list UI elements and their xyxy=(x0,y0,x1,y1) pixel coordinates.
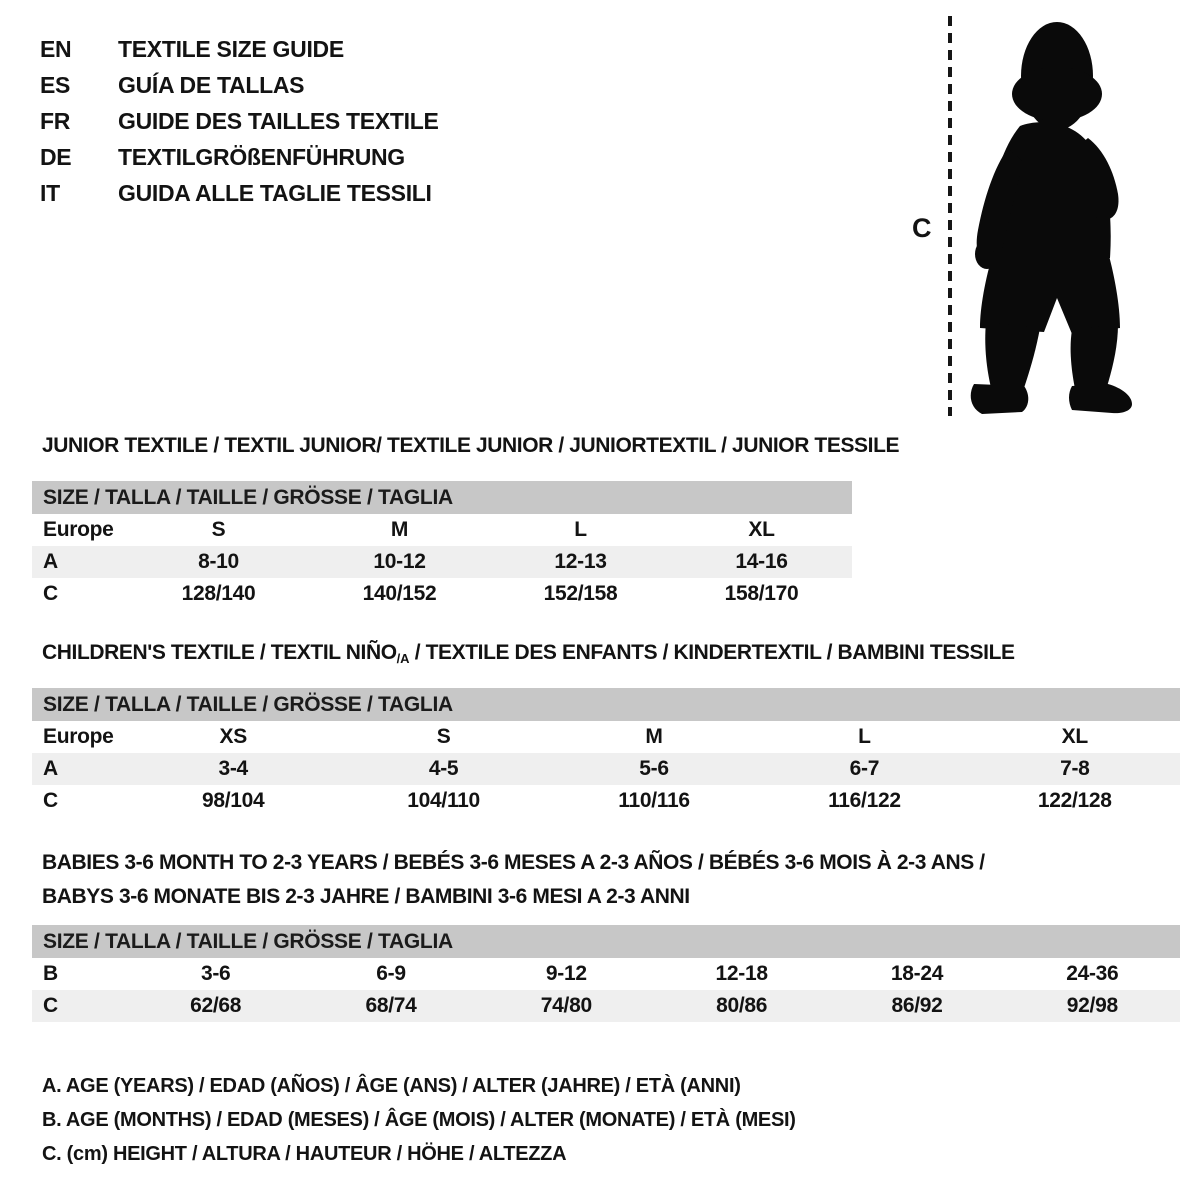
section-title-junior: JUNIOR TEXTILE / TEXTIL JUNIOR/ TEXTILE JUNIOR / JUNIORTEXTIL / JUNIOR TESSILE xyxy=(42,434,900,457)
lang-row-fr xyxy=(40,103,439,139)
table-row-europe xyxy=(32,721,1180,753)
table-cell: 110/116 xyxy=(618,789,690,812)
table-cell: 12-18 xyxy=(715,962,768,985)
measurement-legend xyxy=(42,1069,796,1171)
babies-size-table xyxy=(32,925,1180,1022)
junior-size-table xyxy=(32,481,852,610)
table-cell: 140/152 xyxy=(362,582,437,605)
table-cell: 158/170 xyxy=(724,582,799,605)
table-cell: 116/122 xyxy=(828,789,901,812)
lang-code: ES xyxy=(40,71,71,98)
row-label: A xyxy=(43,550,58,573)
table-cell: L xyxy=(574,518,587,541)
table-cell: 6-9 xyxy=(376,962,406,985)
table-cell: 5-6 xyxy=(639,757,669,780)
table-cell: 74/80 xyxy=(540,994,592,1017)
table-cell: 7-8 xyxy=(1060,757,1090,780)
height-measure-label: C xyxy=(912,213,932,243)
table-row-age xyxy=(32,753,1180,785)
table-cell: 68/74 xyxy=(365,994,417,1017)
lang-label: GUIDA ALLE TAGLIE TESSILI xyxy=(118,179,432,206)
size-table-header: SIZE / TALLA / TAILLE / GRÖSSE / TAGLIA xyxy=(32,688,1180,721)
children-size-table xyxy=(32,688,1180,817)
table-cell: 104/110 xyxy=(407,789,480,812)
table-cell: 12-13 xyxy=(554,550,607,573)
toddler-silhouette xyxy=(960,18,1140,420)
language-title-list xyxy=(40,31,439,211)
table-cell: 3-6 xyxy=(200,962,231,985)
table-cell: 98/104 xyxy=(201,789,265,812)
lang-label: TEXTILGRÖßENFÜHRUNG xyxy=(118,143,405,170)
lang-row-es xyxy=(40,67,439,103)
table-cell: 152/158 xyxy=(543,582,618,605)
row-label: Europe xyxy=(43,518,114,541)
children-title-main: CHILDREN'S TEXTILE / TEXTIL NIÑO xyxy=(42,641,397,664)
row-label: C xyxy=(43,994,58,1017)
lang-label: GUIDE DES TAILLES TEXTILE xyxy=(118,107,439,134)
table-cell: 86/92 xyxy=(891,994,943,1017)
table-cell: 92/98 xyxy=(1066,994,1118,1017)
table-cell: 9-12 xyxy=(545,962,587,985)
table-cell: 6-7 xyxy=(849,757,880,780)
children-title-rest: / TEXTILE DES ENFANTS / KINDERTEXTIL / BAMBINI TESSILE xyxy=(409,641,1015,664)
section-title-babies xyxy=(42,846,985,914)
section-title-children xyxy=(42,641,1015,665)
table-cell: XS xyxy=(219,725,247,748)
table-row-europe xyxy=(32,514,852,546)
table-cell: 62/68 xyxy=(190,994,242,1017)
babies-title-line2: BABYS 3-6 MONATE BIS 2-3 JAHRE / BAMBINI 3-6 MESI A 2-3 ANNI xyxy=(42,885,690,908)
table-row-months xyxy=(32,958,1180,990)
table-cell: S xyxy=(436,725,451,748)
table-row-height xyxy=(32,785,1180,817)
table-cell: 80/86 xyxy=(716,994,768,1017)
table-cell: 24-36 xyxy=(1066,962,1119,985)
legend-line-c: C. (cm) HEIGHT / ALTURA / HAUTEUR / HÖHE / ALTEZZA xyxy=(42,1143,567,1165)
legend-line-b: B. AGE (MONTHS) / EDAD (MESES) / ÂGE (MOIS) / ALTER (MONATE) / ETÀ (MESI) xyxy=(42,1109,796,1131)
table-cell: M xyxy=(390,518,409,541)
table-cell: S xyxy=(211,518,226,541)
table-cell: 128/140 xyxy=(181,582,256,605)
lang-label: TEXTILE SIZE GUIDE xyxy=(118,35,344,62)
table-cell: M xyxy=(645,725,663,748)
row-label: Europe xyxy=(43,725,114,748)
children-title-subscript: /A xyxy=(396,651,410,666)
row-label: B xyxy=(43,962,58,985)
table-cell: 4-5 xyxy=(428,757,459,780)
row-label: A xyxy=(43,757,58,780)
table-row-age xyxy=(32,546,852,578)
lang-code: DE xyxy=(40,143,72,170)
table-cell: 8-10 xyxy=(198,550,239,573)
table-cell: 122/128 xyxy=(1037,789,1112,812)
lang-row-en xyxy=(40,31,439,67)
lang-code: EN xyxy=(40,35,72,62)
babies-title-line1: BABIES 3-6 MONTH TO 2-3 YEARS / BEBÉS 3-6 MESES A 2-3 AÑOS / BÉBÉS 3-6 MOIS À 2-3 ANS / xyxy=(42,851,985,874)
table-cell: 14-16 xyxy=(735,550,788,573)
table-cell: 10-12 xyxy=(373,550,426,573)
lang-row-de xyxy=(40,139,439,175)
height-measure-dashed-line xyxy=(948,16,952,416)
table-row-height xyxy=(32,578,852,610)
table-row-height xyxy=(32,990,1180,1022)
legend-line-a: A. AGE (YEARS) / EDAD (AÑOS) / ÂGE (ANS) / ALTER (JAHRE) / ETÀ (ANNI) xyxy=(42,1075,741,1097)
lang-code: FR xyxy=(40,107,71,134)
size-table-header: SIZE / TALLA / TAILLE / GRÖSSE / TAGLIA xyxy=(32,481,852,514)
table-cell: XL xyxy=(748,518,775,541)
row-label: C xyxy=(43,582,58,605)
lang-code: IT xyxy=(40,179,60,206)
table-cell: L xyxy=(858,725,871,748)
size-table-header: SIZE / TALLA / TAILLE / GRÖSSE / TAGLIA xyxy=(32,925,1180,958)
table-cell: XL xyxy=(1061,725,1088,748)
lang-label: GUÍA DE TALLAS xyxy=(118,71,305,98)
table-cell: 3-4 xyxy=(218,757,248,780)
row-label: C xyxy=(43,789,58,812)
table-cell: 18-24 xyxy=(890,962,944,985)
lang-row-it xyxy=(40,175,439,211)
